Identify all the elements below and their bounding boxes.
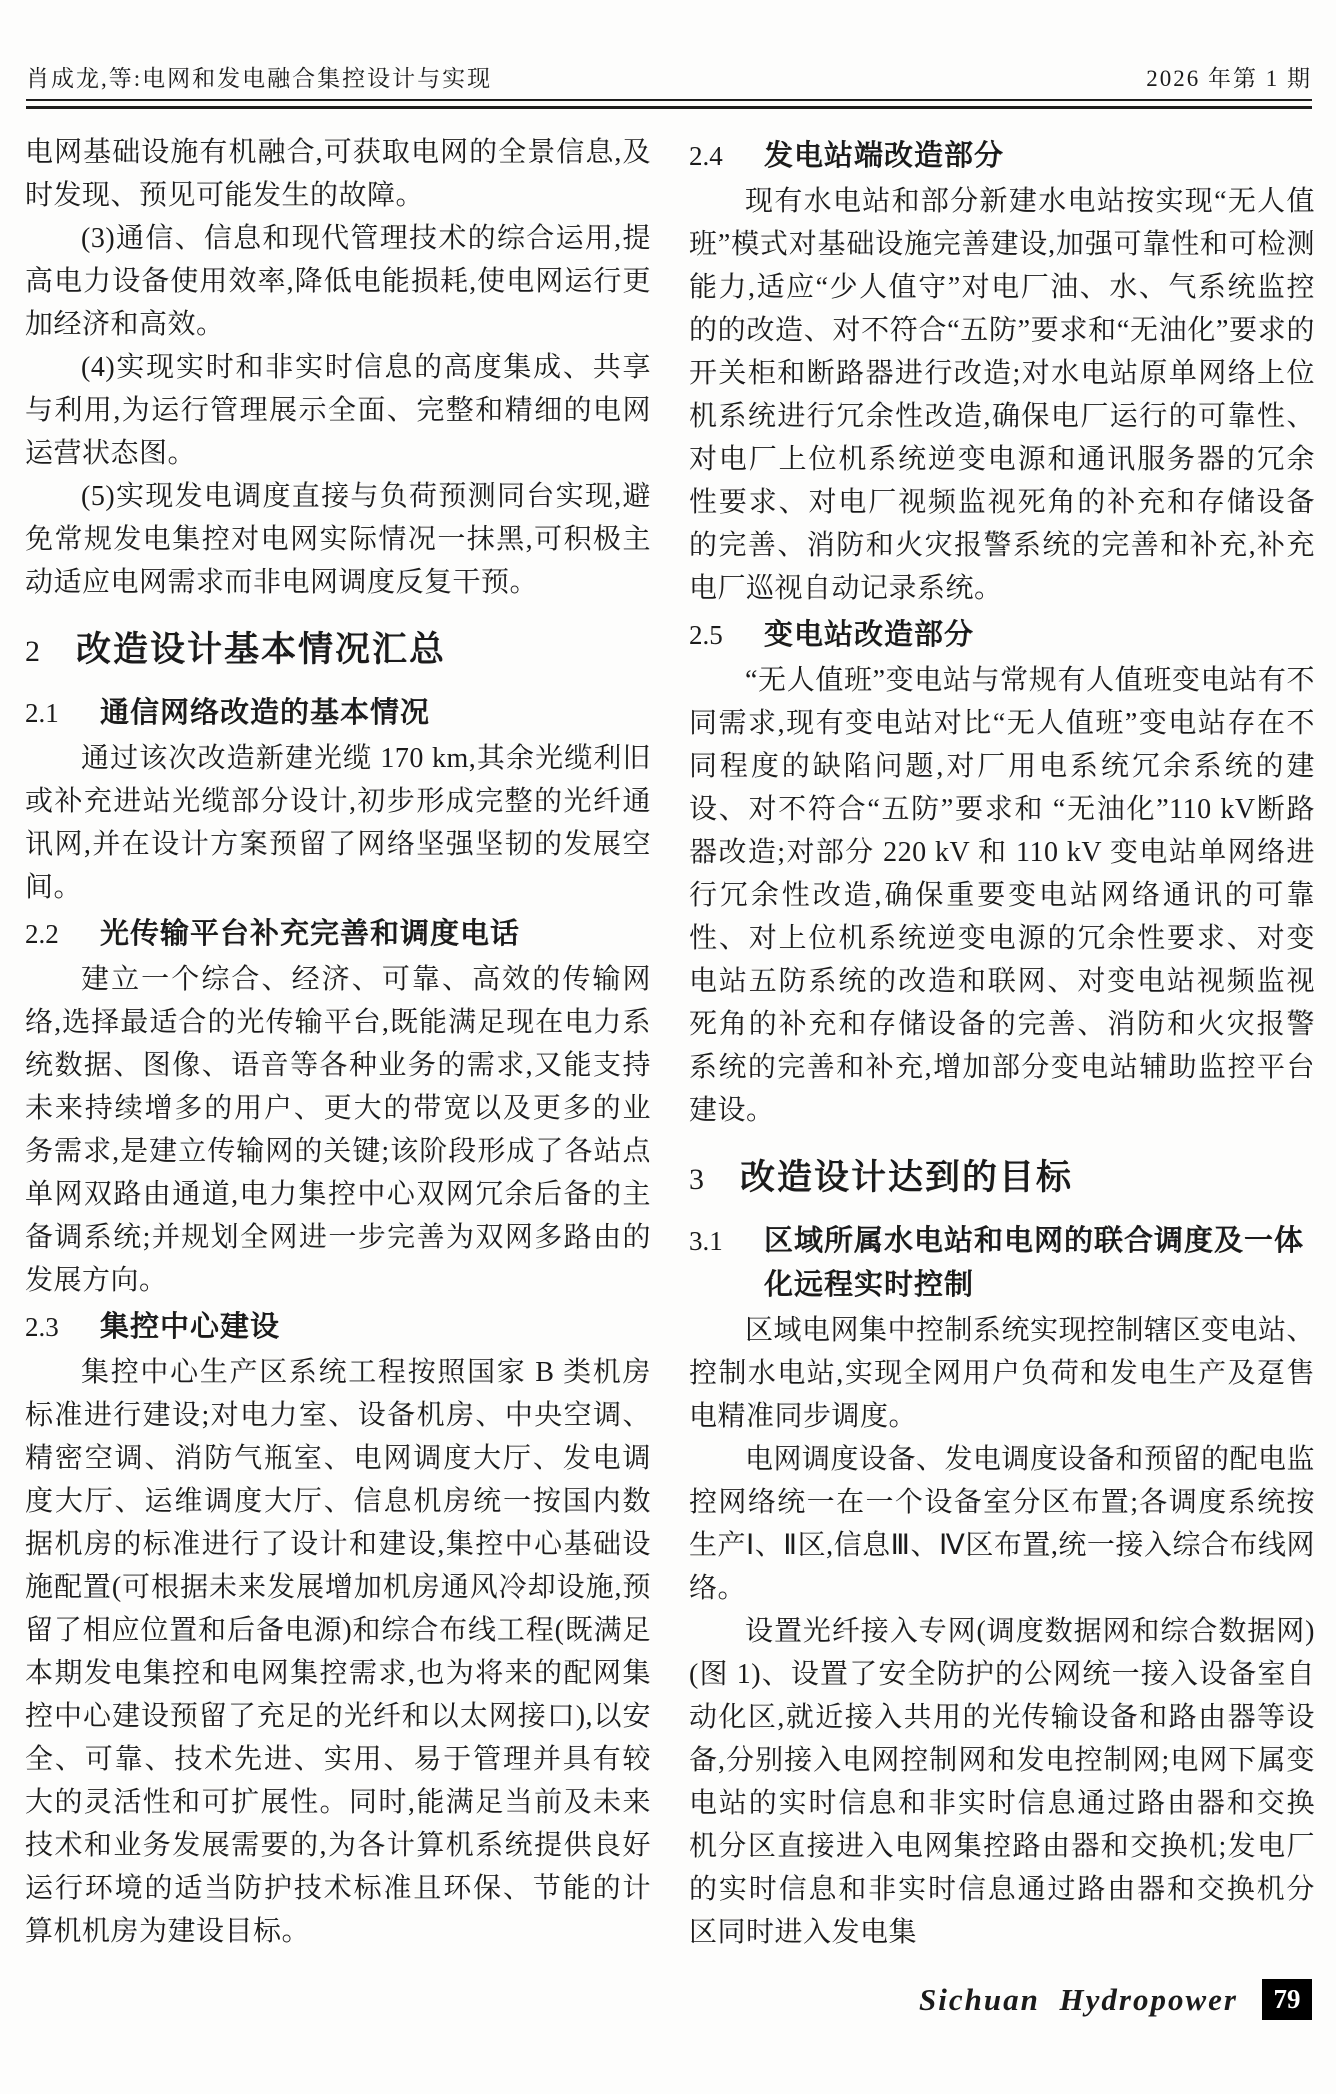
heading-section-3-1 xyxy=(689,1219,1315,1307)
heading-title: 通信网络改造的基本情况 xyxy=(100,697,431,729)
heading-number: 2.4 xyxy=(689,141,723,171)
heading-section-2 xyxy=(25,625,651,677)
paragraph: 设置光纤接入专网(调度数据网和综合数据网)(图 1)、设置了安全防护的公网统一接入设备室自动化区,就近接入共用的光传输设备和路由器等设备,分别接入电网控制网和发电控制网;电网下属变电站的实时信息和非实时信息通过路由器和交换机分区直接进入电网集控路由器和交换机;发电厂的实时信息和非实时信息通过路由器和交换机分区同时进入发电集 xyxy=(689,1616,1315,1948)
heading-section-2-1 xyxy=(25,691,651,735)
right-column xyxy=(689,131,1315,1967)
paragraph: (5)实现发电调度直接与负荷预测同台实现,避免常规发电集控对电网实际情况一抹黑,可积极主动适应电网需求而非电网调度反复干预。 xyxy=(25,481,651,598)
heading-title: 区域所属水电站和电网的联合调度及一体化远程实时控制 xyxy=(764,1225,1305,1301)
paragraph: 建立一个综合、经济、可靠、高效的传输网络,选择最适合的光传输平台,既能满足现在电力系统数据、图像、语音等各种业务的需求,又能支持未来持续增多的用户、更大的带宽以及更多的业务需求,是建立传输网的关键;该阶段形成了各站点单网双路由通道,电力集控中心双网冗余后备的主备调系统;并规划全网进一步完善为双网多路由的发展方向。 xyxy=(25,964,651,1296)
heading-title: 改造设计达到的目标 xyxy=(740,1158,1074,1197)
heading-section-2-4 xyxy=(689,134,1315,178)
heading-number: 3 xyxy=(689,1163,704,1196)
heading-title: 光传输平台补充完善和调度电话 xyxy=(100,918,521,950)
heading-title: 改造设计基本情况汇总 xyxy=(76,630,447,669)
paragraph: (4)实现实时和非实时信息的高度集成、共享与利用,为运行管理展示全面、完整和精细的电网运营状态图。 xyxy=(25,352,651,469)
heading-title: 变电站改造部分 xyxy=(764,619,975,651)
heading-section-2-5 xyxy=(689,613,1315,657)
heading-section-2-2 xyxy=(25,912,651,956)
journal-name: Sichuan Hydropower xyxy=(918,1981,1238,2017)
heading-title: 发电站端改造部分 xyxy=(764,140,1005,172)
paragraph: 现有水电站和部分新建水电站按实现“无人值班”模式对基础设施完善建设,加强可靠性和可检测能力,适应“少人值守”对电厂油、水、气系统监控的的改造、对不符合“五防”要求和“无油化”要求的开关柜和断路器进行改造;对水电站原单网络上位机系统进行冗余性改造,确保电厂运行的可靠性、对电厂上位机系统逆变电源和通讯服务器的冗余性要求、对电厂视频监视死角的补充和存储设备的完善、消防和火灾报警系统的完善和补充,补充电厂巡视自动记录系统。 xyxy=(689,186,1315,604)
paragraph: 电网基础设施有机融合,可获取电网的全景信息,及时发现、预见可能发生的故障。 xyxy=(25,137,651,211)
heading-number: 2.3 xyxy=(25,1312,59,1342)
left-column xyxy=(25,131,651,1967)
heading-number: 2.5 xyxy=(689,620,723,650)
heading-number: 3.1 xyxy=(689,1226,723,1256)
text-columns xyxy=(25,131,1315,1967)
paragraph: (3)通信、信息和现代管理技术的综合运用,提高电力设备使用效率,降低电能损耗,使电网运行更加经济和高效。 xyxy=(25,223,651,340)
heading-number: 2.2 xyxy=(25,919,59,949)
header-rule xyxy=(26,99,1312,109)
paragraph: 集控中心生产区系统工程按照国家 B 类机房标准进行建设;对电力室、设备机房、中央空调、精密空调、消防气瓶室、电网调度大厅、发电调度大厅、运维调度大厅、信息机房统一按国内数据机房的标准进行了设计和建设,集控中心基础设施配置(可根据未来发展增加机房通风冷却设施,预留了相应位置和后备电源)和综合布线工程(既满足本期发电集控和电网集控需求,也为将来的配网集控中心建设预留了充足的光纤和以太网接口),以安全、可靠、技术先进、实用、易于管理并具有较大的灵活性和可扩展性。同时,能满足当前及未来技术和业务发展需要的,为各计算机系统提供良好运行环境的适当防护技术标准且环保、节能的计算机机房为建设目标。 xyxy=(25,1357,651,1947)
running-head xyxy=(26,60,1312,93)
paragraph: “无人值班”变电站与常规有人值班变电站有不同需求,现有变电站对比“无人值班”变电站存在不同程度的缺陷问题,对厂用电系统冗余系统的建设、对不符合“五防”要求和 “无油化”110 kV断路器改造;对部分 220 kV 和 110 kV 变电站单网络进行冗余性改造,确保重要变电站网络通讯的可靠性、对上位机系统逆变电源的冗余性要求、对变电站五防系统的改造和联网、对变电站视频监视死角的补充和存储设备的完善、消防和火灾报警系统的完善和补充,增加部分变电站辅助监控平台建设。 xyxy=(689,665,1315,1126)
issue-label: 2026 年第 1 期 xyxy=(1146,66,1312,91)
heading-number: 2.1 xyxy=(25,698,59,728)
heading-section-2-3 xyxy=(25,1305,651,1349)
paragraph: 区域电网集中控制系统实现控制辖区变电站、控制水电站,实现全网用户负荷和发电生产及趸售电精准同步调度。 xyxy=(689,1315,1315,1432)
paragraph: 通过该次改造新建光缆 170 km,其余光缆利旧或补充进站光缆部分设计,初步形成完整的光纤通讯网,并在设计方案预留了网络坚强坚韧的发展空间。 xyxy=(25,743,651,903)
page-number: 79 xyxy=(1262,1979,1312,2020)
running-head-title: 肖成龙,等:电网和发电融合集控设计与实现 xyxy=(26,66,493,91)
heading-section-3 xyxy=(689,1153,1315,1205)
heading-title: 集控中心建设 xyxy=(100,1311,281,1343)
paragraph: 电网调度设备、发电调度设备和预留的配电监控网络统一在一个设备室分区布置;各调度系统按生产Ⅰ、Ⅱ区,信息Ⅲ、Ⅳ区布置,统一接入综合布线网络。 xyxy=(689,1444,1315,1604)
heading-number: 2 xyxy=(25,635,40,668)
page-footer xyxy=(919,1979,1312,2020)
